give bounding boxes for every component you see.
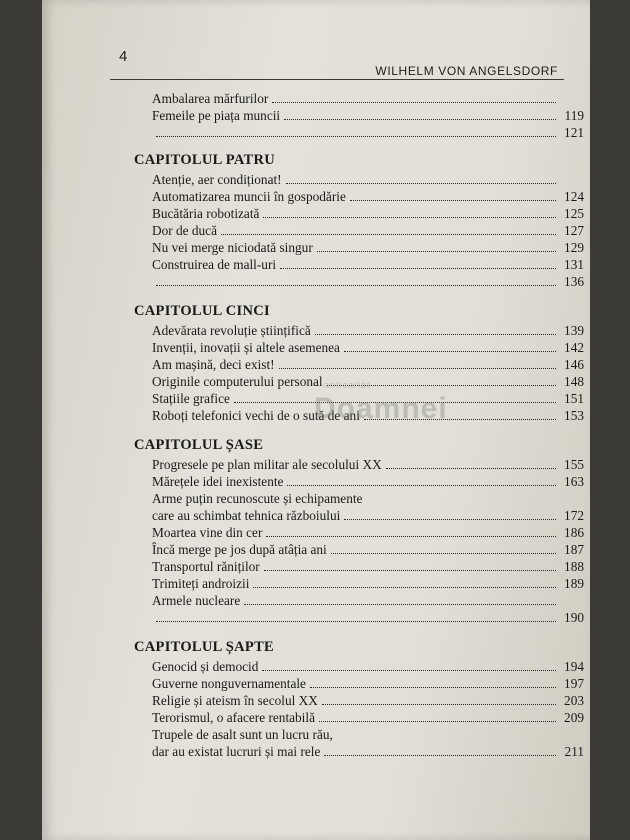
toc-entry-title: Automatizarea muncii în gospodărie: [152, 189, 346, 204]
toc-entry: [134, 356, 584, 373]
toc-entry: [134, 222, 584, 239]
toc-entry: [134, 239, 584, 256]
toc-entry: [134, 675, 584, 692]
dot-leader: [156, 621, 556, 622]
toc-entry-page: 186: [564, 525, 584, 540]
toc-entry-page: 194: [564, 659, 584, 674]
toc-entry-page: 163: [564, 474, 584, 489]
toc-entry: [134, 575, 584, 592]
toc-entry-page: 142: [564, 340, 584, 355]
toc-entry-title: care au schimbat tehnica războiului: [152, 508, 341, 523]
toc-entry: [134, 339, 584, 356]
toc-entry-page: 119: [564, 108, 584, 123]
toc-entry-title: Moartea vine din cer: [152, 525, 263, 540]
dot-leader: [263, 217, 556, 218]
dot-leader: [322, 704, 556, 705]
toc-entry: [134, 322, 584, 339]
toc-entry-page: 136: [564, 274, 584, 289]
toc-entry-page: 197: [564, 676, 584, 691]
page-header: [42, 44, 590, 78]
toc-entry-page: 209: [564, 710, 584, 725]
toc-entry: [134, 609, 584, 626]
toc-entry-title: Invenții, inovații și altele asemenea: [152, 340, 340, 355]
watermark-top-text: anticariat: [324, 380, 371, 390]
toc-entry: [134, 692, 584, 709]
toc-entry: [134, 124, 584, 141]
toc-entry-page: 125: [564, 206, 584, 221]
toc-entry-page: 203: [564, 693, 584, 708]
toc-entry: [134, 524, 584, 541]
toc-entry-page: 139: [564, 323, 584, 338]
toc-entry-page: 146: [564, 357, 584, 372]
toc-entry-title: Mărețele idei inexistente: [152, 474, 284, 489]
toc-entry-title: Dor de ducă: [152, 223, 217, 238]
dot-leader: [319, 721, 556, 722]
dot-leader: [324, 755, 556, 756]
toc-entry-page: 187: [564, 542, 584, 557]
dot-leader: [262, 670, 556, 671]
toc-entry-page: 129: [564, 240, 584, 255]
page-number: 4: [119, 48, 128, 65]
running-head: WILHELM VON ANGELSDORF: [375, 64, 558, 78]
toc-entry-title: Trimiteți androizii: [152, 576, 250, 591]
toc-entry-title: Genocid și democid: [152, 659, 259, 674]
toc-entry: [134, 658, 584, 675]
toc-entry: [134, 188, 584, 205]
toc-entry-title: Armele nucleare: [152, 593, 241, 608]
toc-entry-title: dar au existat lucruri și mai rele: [152, 744, 321, 759]
dot-leader: [350, 200, 556, 201]
toc-entry-title: Am mașină, deci exist!: [152, 357, 275, 372]
toc-entry-title: Originile computerului personal: [152, 374, 323, 389]
toc-entry-page: 211: [564, 744, 584, 759]
toc-entry-title: Atenție, aer condiționat!: [152, 172, 282, 187]
toc-entry-page: 121: [564, 125, 584, 140]
dot-leader: [315, 334, 556, 335]
book-page: [42, 0, 590, 840]
toc-entry: [134, 709, 584, 726]
toc-entry-page: 172: [564, 508, 584, 523]
dot-leader: [331, 553, 556, 554]
toc-entry-title: Ambalarea mărfurilor: [152, 91, 269, 106]
toc-entry-page: 151: [564, 391, 584, 406]
chapter-heading: CAPITOLUL ȘAPTE: [134, 639, 275, 655]
toc-entry: [134, 205, 584, 222]
dot-leader: [156, 136, 556, 137]
dot-leader: [156, 285, 556, 286]
toc-entry-title: Guverne nonguvernamentale: [152, 676, 306, 691]
dot-leader: [279, 368, 556, 369]
toc-entry-title: Arme puțin recunoscute și echipamente: [152, 491, 363, 506]
toc-entry: [134, 490, 584, 507]
toc-entry: [134, 171, 584, 188]
dot-leader: [317, 251, 556, 252]
toc-entry: [134, 507, 584, 524]
toc-entry: [134, 256, 584, 273]
toc-entry: [134, 726, 584, 743]
dot-leader: [280, 268, 556, 269]
toc-entry-title: Trupele de asalt sunt un lucru rău,: [152, 727, 333, 742]
dot-leader: [264, 570, 556, 571]
toc-entry: [134, 743, 584, 760]
toc-entry-title: Nu vei merge niciodată singur: [152, 240, 313, 255]
toc-entry-page: 131: [564, 257, 584, 272]
toc-entry-page: 124: [564, 189, 584, 204]
toc-entry-page: 148: [564, 374, 584, 389]
watermark-logo: [314, 380, 448, 440]
toc-entry-title: Construirea de mall-uri: [152, 257, 277, 272]
dot-leader: [266, 536, 556, 537]
toc-entry-title: Adevărata revoluție științifică: [152, 323, 311, 338]
chapter-heading: CAPITOLUL CINCI: [134, 303, 270, 319]
toc-entry-page: 190: [564, 610, 584, 625]
toc-entry-title: Bucătăria robotizată: [152, 206, 260, 221]
dot-leader: [286, 183, 556, 184]
dot-leader: [344, 519, 556, 520]
chapter-heading: CAPITOLUL PATRU: [134, 152, 276, 168]
toc-entry-page: 153: [564, 408, 584, 423]
header-rule: [110, 79, 564, 80]
toc-entry-title: Roboți telefonici vechi de o sută de ani: [152, 408, 360, 423]
toc-entry: [134, 107, 584, 124]
watermark-main-text: Doamnei: [314, 392, 448, 425]
toc-entry-title: Transportul răniților: [152, 559, 260, 574]
dot-leader: [344, 351, 556, 352]
toc-entry-title: Progresele pe plan militar ale secolului XX: [152, 457, 382, 472]
dot-leader: [310, 687, 556, 688]
toc-entry-page: 127: [564, 223, 584, 238]
dot-leader: [284, 119, 556, 120]
dot-leader: [287, 485, 556, 486]
toc-entry-title: Încă merge pe jos după atâția ani: [152, 542, 327, 557]
toc-entry-page: 155: [564, 457, 584, 472]
toc-entry-title: Terorismul, o afacere rentabilă: [152, 710, 315, 725]
toc-entry: [134, 541, 584, 558]
toc-entry-title: Stațiile grafice: [152, 391, 230, 406]
dot-leader: [386, 468, 556, 469]
toc-entry-page: 189: [564, 576, 584, 591]
toc-entry-page: 188: [564, 559, 584, 574]
toc-entry: [134, 273, 584, 290]
toc-entry-title: Religie și ateism în secolul XX: [152, 693, 318, 708]
dot-leader: [253, 587, 556, 588]
toc-entry: [134, 473, 584, 490]
dot-leader: [221, 234, 556, 235]
toc-entry: [134, 558, 584, 575]
chapter-heading: CAPITOLUL ȘASE: [134, 437, 264, 453]
toc-entry: [134, 90, 584, 107]
dot-leader: [272, 102, 556, 103]
toc-entry: [134, 456, 584, 473]
dot-leader: [244, 604, 556, 605]
toc-entry: [134, 592, 584, 609]
toc-entry-title: Femeile pe piața muncii: [152, 108, 281, 123]
